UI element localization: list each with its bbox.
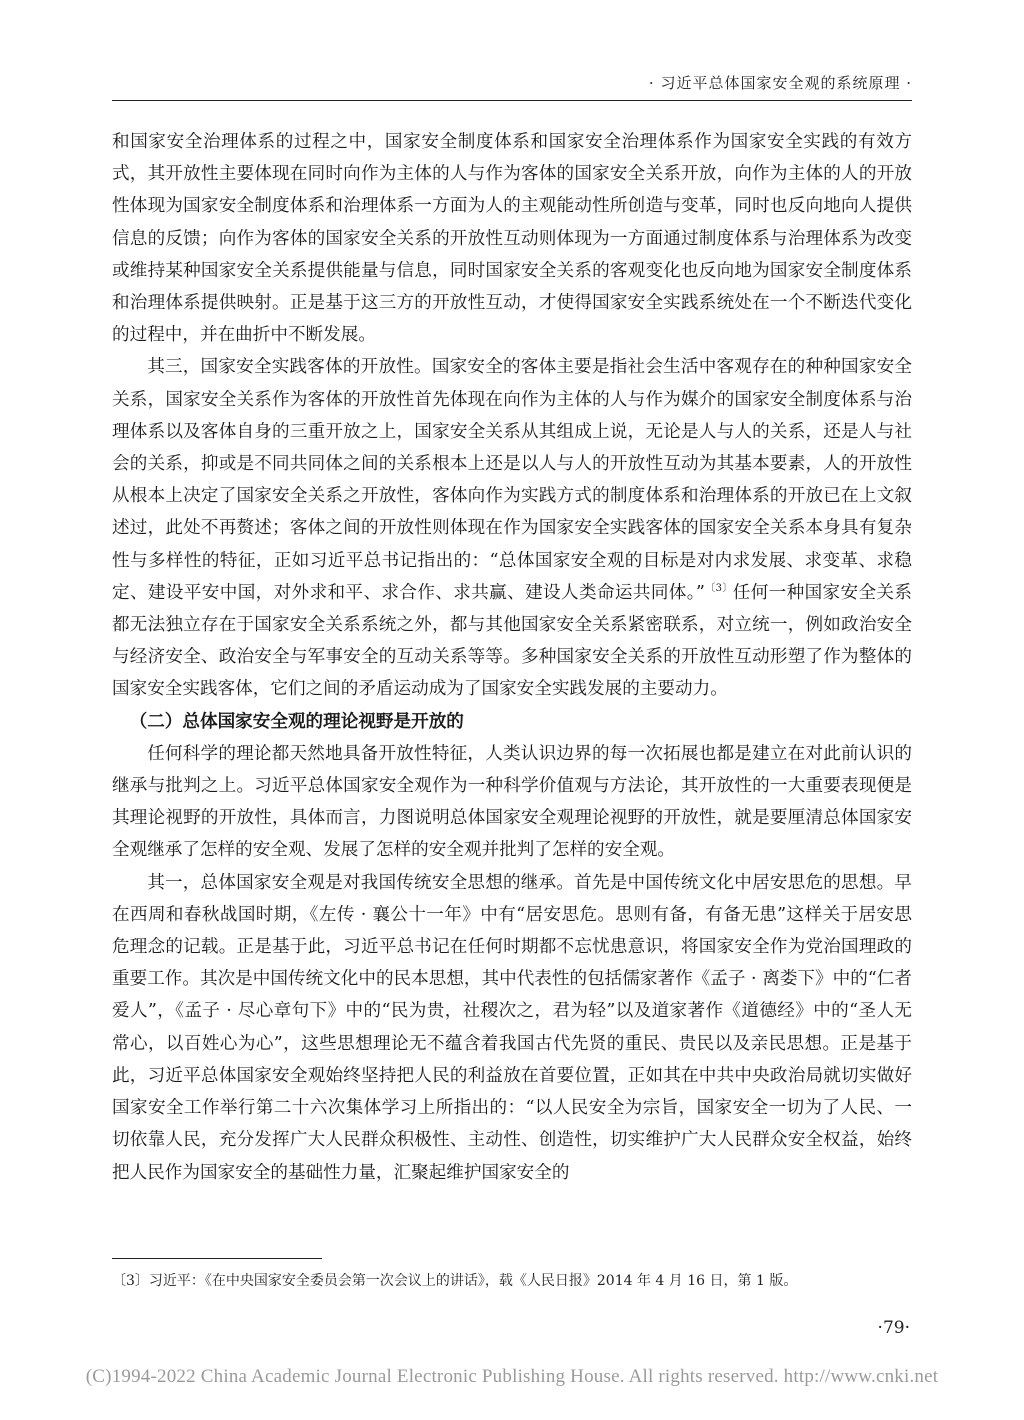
- article-body: [112, 126, 912, 1189]
- paragraph-1: 和国家安全治理体系的过程之中，国家安全制度体系和国家安全治理体系作为国家安全实践的有效方式，其开放性主要体现在同时向作为主体的人与作为客体的国家安全关系开放，向作为主体的人的开放性体现为国家安全制度体系和治理体系一方面为人的主观能动性所创造与变革，同时也反向地向人提供信息的反馈；向作为客体的国家安全关系的开放性互动则体现为一方面通过制度体系与治理体系为改变或维持某种国家安全关系提供能量与信息，同时国家安全关系的客观变化也反向地为国家安全制度体系和治理体系提供映射。正是基于这三方的开放性互动，才使得国家安全实践系统处在一个不断迭代变化的过程中，并在曲折中不断发展。: [112, 132, 912, 346]
- footnote-rule: [112, 1258, 322, 1259]
- copyright-watermark: (C)1994-2022 China Academic Journal Electronic Publishing House. All rights reserved. http://www.cnki.net: [85, 1366, 939, 1387]
- running-header: · 习近平总体国家安全观的系统原理 ·: [648, 74, 912, 92]
- page-number: ·79·: [877, 1318, 910, 1338]
- paragraph-3: 任何科学的理论都天然地具备开放性特征，人类认识边界的每一次拓展也都是建立在对此前认识的继承与批判之上。习近平总体国家安全观作为一种科学价值观与方法论，其开放性的一大重要表现便是其理论视野的开放性，具体而言，力图说明总体国家安全观理论视野的开放性，就是要厘清总体国家安全观继承了怎样的安全观、发展了怎样的安全观并批判了怎样的安全观。: [112, 743, 912, 861]
- footnote-ref-3[interactable]: 〔3〕: [704, 582, 733, 594]
- paragraph-4: 其一，总体国家安全观是对我国传统安全思想的继承。首先是中国传统文化中居安思危的思想。早在西周和春秋战国时期，《左传 · 襄公十一年》中有“居安思危。思则有备，有备无患”这样关于居安思危理念的记载。正是基于此，习近平总书记在任何时期都不忘忧患意识，将国家安全作为党治国理政的重要工作。其次是中国传统文化中的民本思想，其中代表性的包括儒家著作《孟子 · 离娄下》中的“仁者爱人”，《孟子 · 尽心章句下》中的“民为贵，社稷次之，君为轻”以及道家著作《道德经》中的“圣人无常心，以百姓心为心”，这些思想理论无不蕴含着我国古代先贤的重民、贵民以及亲民思想。正是基于此，习近平总体国家安全观始终坚持把人民的利益放在首要位置，正如其在中共中央政治局就切实做好国家安全工作举行第二十六次集体学习上所指出的：“以人民安全为宗旨，国家安全一切为了人民、一切依靠人民，充分发挥广大人民群众积极性、主动性、创造性，切实维护广大人民群众安全权益，始终把人民作为国家安全的基础性力量，汇聚起维护国家安全的: [112, 872, 912, 1183]
- paragraph-2-part-a: 其三，国家安全实践客体的开放性。国家安全的客体主要是指社会生活中客观存在的种种国家安全关系，国家安全关系作为客体的开放性首先体现在向作为主体的人与作为媒介的国家安全制度体系与治理体系以及客体自身的三重开放之上，国家安全关系从其组成上说，无论是人与人的关系，还是人与社会的关系，抑或是不同共同体之间的关系根本上还是以人与人的开放性互动为其基本要素，人的开放性从根本上决定了国家安全关系之开放性，客体向作为实践方式的制度体系和治理体系的开放已在上文叙述过，此处不再赘述；客体之间的开放性则体现在作为国家安全实践客体的国家安全关系本身具有复杂性与多样性的特征，正如习近平总书记指出的：“总体国家安全观的目标是对内求发展、求变革、求稳定、建设平安中国，对外求和平、求合作、求共赢、建设人类命运共同体。”: [112, 357, 912, 603]
- paragraph-2-part-b: 任何一种国家安全关系都无法独立存在于国家安全关系系统之外，都与其他国家安全关系紧密联系，对立统一，例如政治安全与经济安全、政治安全与军事安全的互动关系等等。多种国家安全关系的开放性互动形塑了作为整体的国家安全实践客体，它们之间的矛盾运动成为了国家安全实践发展的主要动力。: [112, 582, 912, 700]
- footnote-3: 〔3〕习近平：《在中央国家安全委员会第一次会议上的讲话》，载《人民日报》2014 年 4 月 16 日，第 1 版。: [112, 1273, 798, 1289]
- section-heading: （二）总体国家安全观的理论视野是开放的: [129, 711, 464, 732]
- paragraph-2: [112, 351, 912, 705]
- header-rule: [112, 100, 912, 101]
